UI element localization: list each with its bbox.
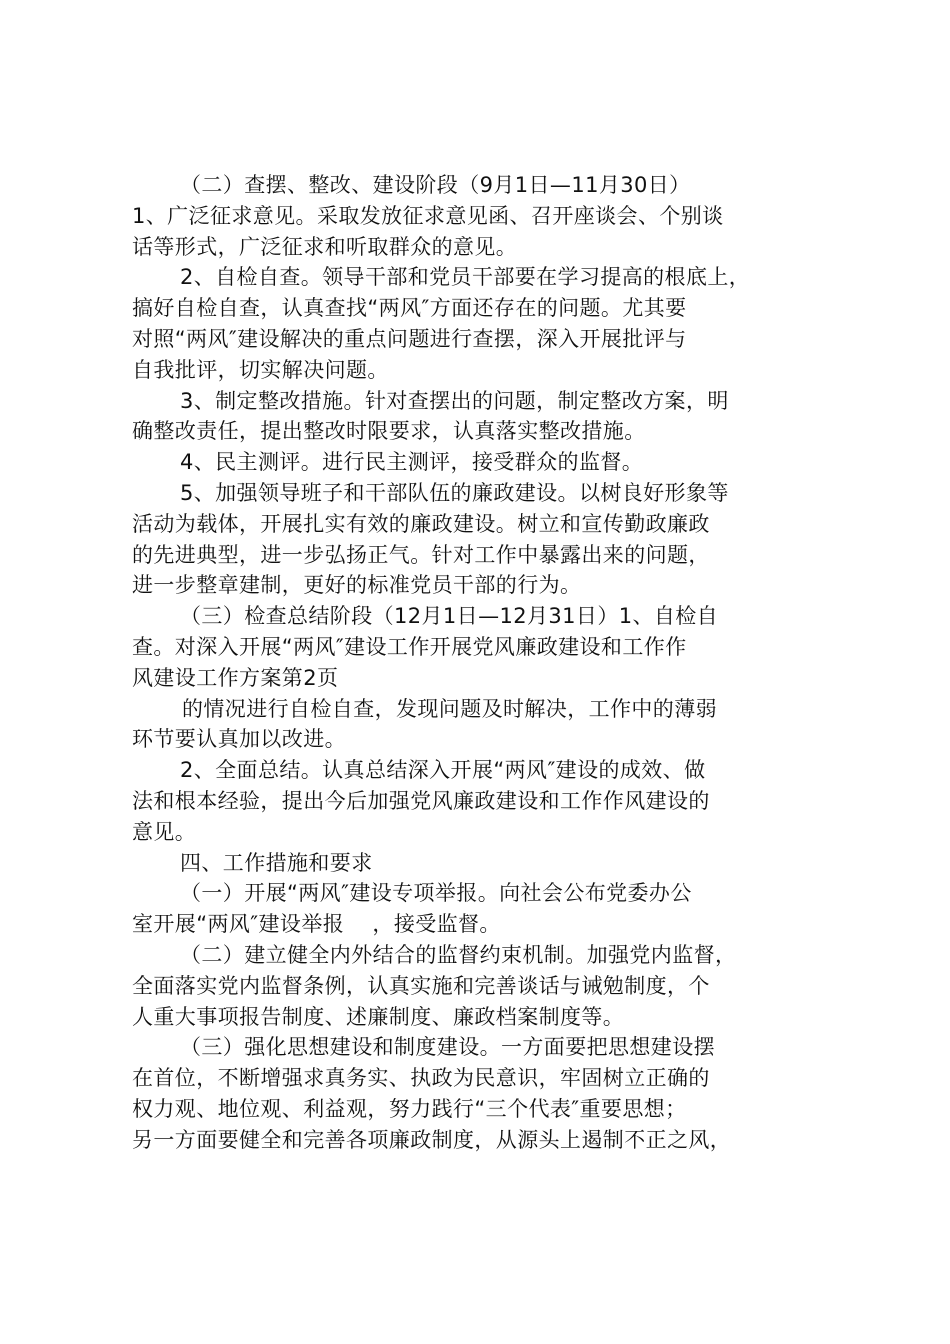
text-line: （三）检查总结阶段（12月1日—12月31日）1、自检自 [180, 604, 719, 629]
text-line: 另一方面要健全和完善各项廉政制度，从源头上遏制不正之风， [132, 1127, 732, 1152]
document-body [132, 170, 822, 1156]
text-line: 2、全面总结。认真总结深入开展“两风″建设的成效、做 [180, 758, 706, 783]
text-line: 在首位，不断增强求真务实、执政为民意识，牢固树立正确的 [132, 1066, 710, 1091]
text-line: 进一步整章建制，更好的标准党员干部的行为。 [132, 573, 582, 598]
text-line: 1、广泛征求意见。采取发放征求意见函、召开座谈会、个别谈 [132, 203, 724, 228]
text-line: （二）建立健全内外结合的监督约束机制。加强党内监督， [180, 942, 737, 967]
text-line: 人重大事项报告制度、述廉制度、廉政档案制度等。 [132, 1004, 625, 1029]
text-line: 风建设工作方案第2页 [132, 665, 339, 690]
text-line: 权力观、地位观、利益观，努力践行“三个代表″重要思想； [132, 1096, 687, 1121]
text-line: 的情况进行自检自查，发现问题及时解决，工作中的薄弱 [182, 696, 717, 721]
text-line: 四、工作措施和要求 [180, 850, 373, 875]
text-line: （一）开展“两风″建设专项举报。向社会公布党委办公 [180, 881, 692, 906]
text-line: 室开展“两风″建设举报 ，接受监督。 [132, 912, 501, 937]
text-line: 对照“两风″建设解决的重点问题进行查摆，深入开展批评与 [132, 326, 687, 351]
text-line: 意见。 [132, 819, 197, 844]
text-line: 话等形式，广泛征求和听取群众的意见。 [132, 234, 518, 259]
text-line: 的先进典型，进一步弘扬正气。针对工作中暴露出来的问题， [132, 542, 710, 567]
text-line: 环节要认真加以改进。 [132, 727, 346, 752]
text-line: 自我批评，切实解决问题。 [132, 357, 389, 382]
text-line: 法和根本经验，提出今后加强党风廉政建设和工作作风建设的 [132, 788, 710, 813]
text-line: 活动为载体，开展扎实有效的廉政建设。树立和宣传勤政廉政 [132, 511, 710, 536]
text-line: 2、自检自查。领导干部和党员干部要在学习提高的根底上， [180, 265, 751, 290]
text-line: （二）查摆、整改、建设阶段（9月1日—11月30日） [180, 173, 691, 197]
text-line: 查。对深入开展“两风″建设工作开展党风廉政建设和工作作 [132, 634, 687, 659]
text-line: 3、制定整改措施。针对查摆出的问题，制定整改方案，明 [180, 388, 729, 413]
text-line: 确整改责任，提出整改时限要求，认真落实整改措施。 [132, 419, 646, 444]
text-line: 5、加强领导班子和干部队伍的廉政建设。以树良好形象等 [180, 480, 729, 505]
text-line: 搞好自检自查，认真查找“两风″方面还存在的问题。尤其要 [132, 296, 687, 321]
text-line: 4、民主测评。进行民主测评，接受群众的监督。 [180, 450, 644, 475]
text-line: （三）强化思想建设和制度建设。一方面要把思想建设摆 [180, 1035, 715, 1060]
text-line: 全面落实党内监督条例，认真实施和完善谈话与诫勉制度，个 [132, 973, 710, 998]
